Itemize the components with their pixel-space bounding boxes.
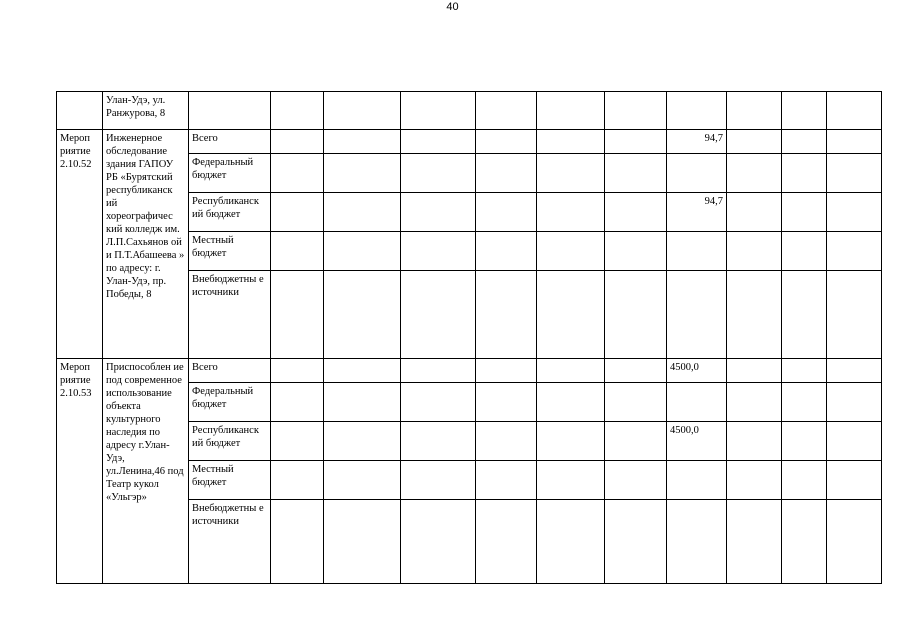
table-row xyxy=(57,92,882,130)
funding-source: Местный бюджет xyxy=(189,461,271,500)
funding-source: Всего xyxy=(189,130,271,154)
funding-source: Всего xyxy=(189,359,271,383)
activity-id: Мероп риятие 2.10.53 xyxy=(57,359,103,584)
activity-description: Инженерное обследование здания ГАПОУ РБ «Бурятский республиканск ий хореографичес кий колледж им. Л.П.Сахьянов ой и П.Т.Абашеева » по адресу: г. Улан-Удэ, пр. Победы, 8 xyxy=(103,130,189,359)
table-row xyxy=(57,359,882,383)
page-number: 40 xyxy=(446,1,459,13)
table-row xyxy=(57,130,882,154)
amount-cell xyxy=(667,461,727,500)
amount-cell xyxy=(667,500,727,584)
budget-table xyxy=(56,91,882,584)
amount-cell xyxy=(667,383,727,422)
funding-source: Внебюджетны е источники xyxy=(189,271,271,359)
amount-cell xyxy=(667,154,727,193)
amount-cell: 4500,0 xyxy=(667,359,727,383)
funding-source: Республиканск ий бюджет xyxy=(189,193,271,232)
funding-source: Внебюджетны е источники xyxy=(189,500,271,584)
activity-id: Мероп риятие 2.10.52 xyxy=(57,130,103,359)
funding-source: Федеральный бюджет xyxy=(189,383,271,422)
amount-cell: 94,7 xyxy=(667,130,727,154)
object-description: Улан-Удэ, ул. Ранжурова, 8 xyxy=(103,92,189,130)
amount-cell xyxy=(667,232,727,271)
amount-cell: 4500,0 xyxy=(667,422,727,461)
amount-cell xyxy=(667,271,727,359)
amount-cell: 94,7 xyxy=(667,193,727,232)
funding-source: Местный бюджет xyxy=(189,232,271,271)
funding-source: Федеральный бюджет xyxy=(189,154,271,193)
activity-description: Приспособлен ие под современное использование объекта культурного наследия по адресу г.Улан-Удэ, ул.Ленина,46 под Театр кукол «Ульгэр» xyxy=(103,359,189,584)
funding-source: Республиканск ий бюджет xyxy=(189,422,271,461)
